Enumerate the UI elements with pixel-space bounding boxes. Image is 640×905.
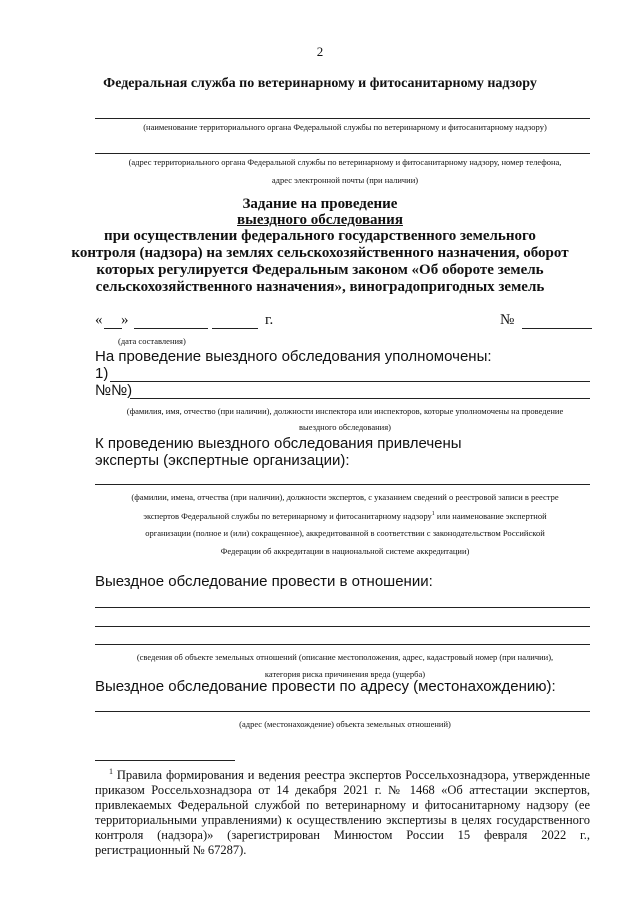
- date-quote-close: »: [121, 312, 129, 328]
- caption-territorial-name: (наименование территориального органа Федеральной службы по ветеринарному и фитосанитарному надзору): [143, 122, 547, 132]
- territorial-address-line: [95, 153, 590, 154]
- experts-line[interactable]: [95, 484, 590, 485]
- caption-experts-3: организации (полное и (или) сокращенное), аккредитованной в соответствии с законодательством Российской: [145, 528, 545, 538]
- date-quote-open: «: [95, 312, 103, 328]
- title-line-1: Задание на проведение: [242, 196, 398, 212]
- title-line-4: контроля (надзора) на землях сельскохозяйственного назначения, оборот: [71, 245, 569, 261]
- experts-heading-2: эксперты (экспертные организации):: [95, 452, 350, 469]
- authorized-item-1: 1): [95, 365, 109, 382]
- document-number-line[interactable]: [522, 328, 592, 329]
- caption-inspectors-2: выездного обследования): [299, 422, 391, 432]
- date-year-line[interactable]: [212, 328, 258, 329]
- footnote-separator: [95, 760, 235, 761]
- footnote-text: Правила формирования и ведения реестра экспертов Россельхознадзора, утвержденные приказом Россельхознадзора от 14 декабря 2021 г. № 1468 «Об аттестации экспертов, привлекаемых Федеральной службой по ветеринарному и фитосанитарному надзору (ее территориальными управлениями) к осуществлению экспертизы в целях государственного контроля (надзора)» (зарегистрирован Минюстом России 15 февраля 2022 г., регистрационный № 67287).: [95, 768, 590, 858]
- page-number: 2: [316, 44, 324, 59]
- number-sign: №: [500, 312, 515, 328]
- object-line-1[interactable]: [95, 607, 590, 608]
- title-line-3: при осуществлении федерального государственного земельного: [104, 228, 536, 244]
- caption-experts-2b: или наименование экспертной: [434, 510, 547, 521]
- authorized-items-more: №№): [95, 382, 133, 399]
- territorial-name-line: [95, 118, 590, 119]
- address-line[interactable]: [95, 711, 590, 712]
- footnote-reference: 1: [431, 511, 435, 517]
- caption-experts-2: [80, 508, 610, 523]
- object-heading: Выездное обследование провести в отношении:: [95, 573, 433, 590]
- footnote-mark: 1: [109, 767, 113, 776]
- caption-object-2: категория риска причинения вреда (ущерба): [264, 669, 426, 679]
- object-line-3[interactable]: [95, 644, 590, 645]
- caption-object-1: (сведения об объекте земельных отношений (описание местоположения, адрес, кадастровый номер (при наличии),: [136, 652, 554, 662]
- authorized-item-1-line[interactable]: [110, 381, 590, 382]
- date-month-line[interactable]: [134, 328, 208, 329]
- experts-heading-1: К проведению выездного обследования привлечены: [95, 435, 462, 452]
- caption-experts-4: Федерации об аккредитации в национальной системе аккредитации): [220, 546, 470, 556]
- address-heading: Выездное обследование провести по адресу (местонахождению):: [95, 678, 556, 695]
- object-line-2[interactable]: [95, 626, 590, 627]
- authorized-heading: На проведение выездного обследования уполномочены:: [95, 348, 492, 365]
- title-line-2-text: выездного обследования: [237, 212, 403, 228]
- footnote: [95, 764, 590, 858]
- caption-date: (дата составления): [118, 336, 186, 346]
- title-line-5: которых регулируется Федеральным законом «Об обороте земель: [96, 262, 544, 278]
- authorized-items-line[interactable]: [130, 398, 590, 399]
- agency-title: Федеральная служба по ветеринарному и фитосанитарному надзору: [103, 76, 537, 91]
- caption-experts-2a: экспертов Федеральной службы по ветеринарному и фитосанитарному надзору: [143, 510, 432, 521]
- caption-address-1: (адрес территориального органа Федеральной службы по ветеринарному и фитосанитарному надзору, номер телефона,: [128, 157, 562, 167]
- title-line-6: сельскохозяйственного назначения», виноградопригодных земель: [95, 279, 545, 295]
- caption-address-location: (адрес (местонахождение) объекта земельных отношений): [239, 719, 451, 729]
- caption-address-2: адрес электронной почты (при наличии): [271, 175, 419, 185]
- caption-inspectors-1: (фамилия, имя, отчество (при наличии), должности инспектора или инспекторов, которые уполномочены на проведение: [126, 406, 564, 416]
- caption-experts-1: (фамилии, имена, отчества (при наличии), должности экспертов, с указанием сведений о реестровой записи в реестре: [131, 492, 559, 502]
- date-day-line[interactable]: [104, 328, 122, 329]
- date-year-suffix: г.: [265, 312, 274, 328]
